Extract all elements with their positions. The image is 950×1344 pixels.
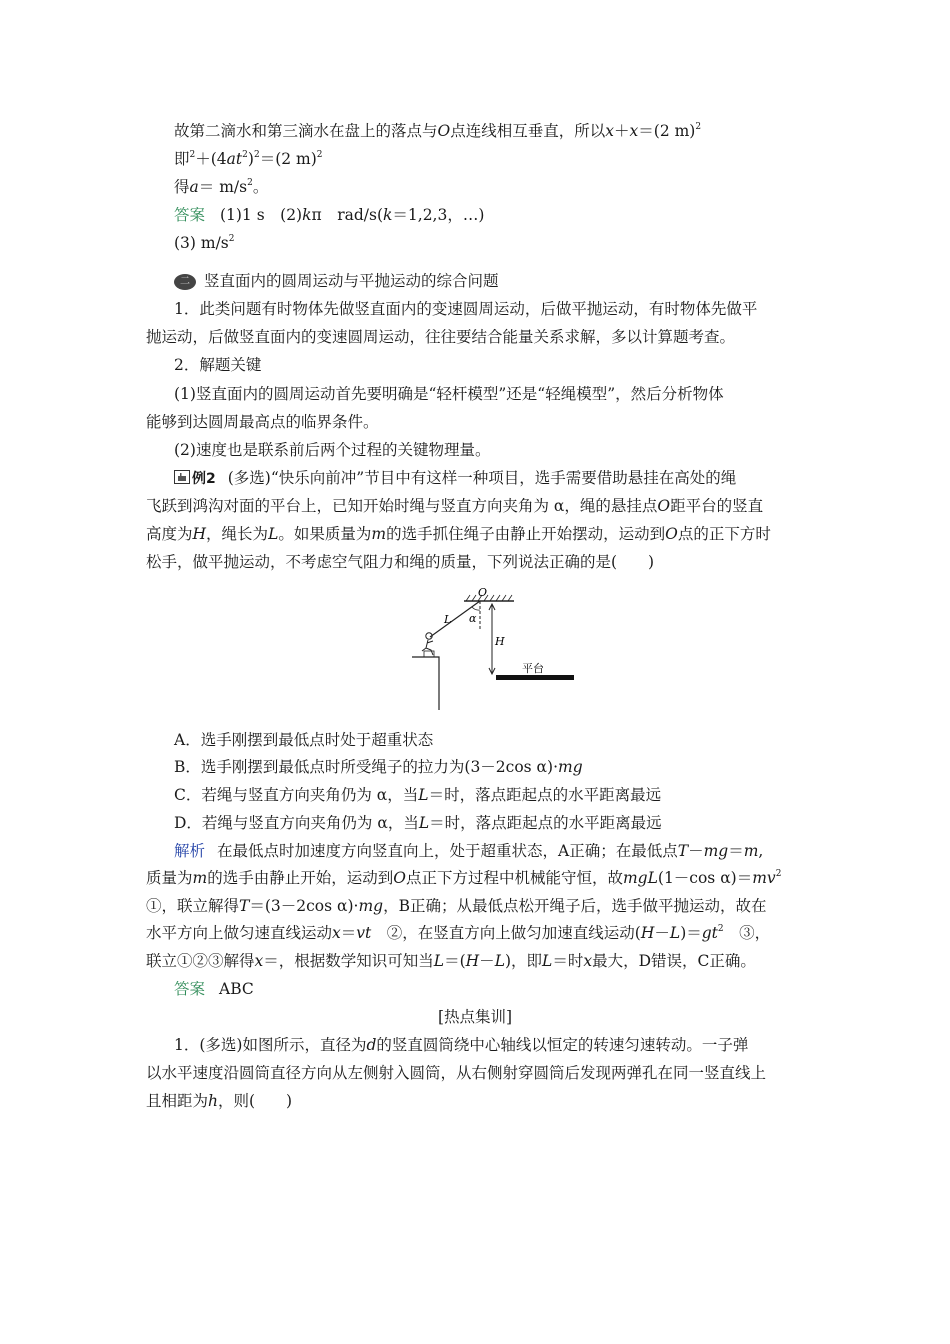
paragraph-line: 抛运动，后做竖直面内的变速圆周运动，往往要结合能量关系求解，多以计算题考查。 [146,328,736,346]
option-d: D．若绳与竖直方向夹角仍为 α，当L＝时，落点距起点的水平距离最远 [174,814,662,832]
paragraph-line: 2．解题关键 [174,356,262,374]
answer-line: 答案 (1)1 s (2)kπ rad/s(k＝1,2,3，…) [174,206,485,224]
paragraph-line: (2)速度也是联系前后两个过程的关键物理量。 [174,441,491,459]
option-c: C．若绳与竖直方向夹角仍为 α，当L＝时，落点距起点的水平距离最远 [174,786,662,804]
analysis-label: 解析 [174,842,206,860]
option-a: A．选手刚摆到最低点时处于超重状态 [174,731,434,749]
answer-label: 答案 [174,980,206,998]
analysis-line: 解析 在最低点时加速度方向竖直向上，处于超重状态，A正确；在最低点T－mg＝m, [174,842,764,860]
pendulum-figure [400,588,590,713]
label-L: L [444,613,452,626]
hot-title: [热点集训] [437,1008,513,1026]
answer-label: 答案 [174,206,206,224]
example-line: 飞跃到鸿沟对面的平台上，已知开始时绳与竖直方向夹角为 α，绳的悬挂点O距平台的竖直 [146,497,764,515]
paragraph-line: (1)竖直面内的圆周运动首先要明确是“轻杆模型”还是“轻绳模型”，然后分析物体 [174,385,724,403]
question-line: 以水平速度沿圆筒直径方向从左侧射入圆筒，从右侧射穿圆筒后发现两弹孔在同一竖直线上 [146,1064,767,1082]
section-title: 竖直面内的圆周运动与平抛运动的综合问题 [204,272,499,290]
answer-line-2: (3) $m/s^2$ [174,234,235,252]
answer-line [174,978,254,1000]
analysis-line: ①，联立解得T＝(3－2cos α)·mg，B正确；从最低点松开绳子后，选手做平抛运动，故在 [146,897,767,915]
analysis-line: 联立①②③解得x＝，根据数学知识可知当L＝(H－L)，即L＝时x最大，D错误，C正确。 [146,952,756,970]
label-platform: 平台 [522,662,544,675]
paragraph-line: 1．此类问题有时物体先做竖直面内的变速圆周运动，后做平抛运动，有时物体先做平 [174,300,758,318]
question-line: 且相距为h，则( ) [146,1092,293,1110]
section-number-icon: 二 [174,274,196,290]
section-heading [174,270,499,292]
paragraph-line: 能够到达圆周最高点的临界条件。 [146,413,379,431]
example-label: 例2 [192,471,216,487]
analysis-line: 质量为m的选手由静止开始，运动到O点正下方过程中机械能守恒，故mgL(1－cos $\alpha)=mv^2$ [146,869,782,887]
text-line: 即$^2+(4at^2)^2=(2$ m)$^2$ [174,150,323,168]
label-H: H [495,635,505,648]
analysis-line: 水平方向上做匀速直线运动x＝vt ②，在竖直方向上做匀加速直线运动$(H-L)=gt^2$ ③， [146,924,771,942]
text-line: 得$a= m/s^2$。 [174,178,269,196]
example-line: 松手，做平抛运动，不考虑空气阻力和绳的质量，下列说法正确的是( ) [146,553,655,571]
example-line: 高度为H，绳长为L。如果质量为m的选手抓住绳子由静止开始摆动，运动到O点的正下方时 [146,525,771,543]
option-b: B．选手刚摆到最低点时所受绳子的拉力为(3－2cos α)·mg [174,758,583,776]
text-line: 故第二滴水和第三滴水在盘上的落点与O点连线相互垂直，所以x＋x＝(2 m)$^2$ [174,122,702,140]
question-line: 1．(多选)如图所示，直径为d的竖直圆筒绕中心轴线以恒定的转速匀速转动。一子弹 [174,1036,749,1054]
answer-value: ABC [219,980,254,998]
label-alpha: α [469,612,477,625]
label-O: O [478,588,488,599]
example-line: 例2 (多选)“快乐向前冲”节目中有这样一种项目，选手需要借助悬挂在高处的绳 [174,467,736,490]
hand-pointer-icon [174,470,190,484]
